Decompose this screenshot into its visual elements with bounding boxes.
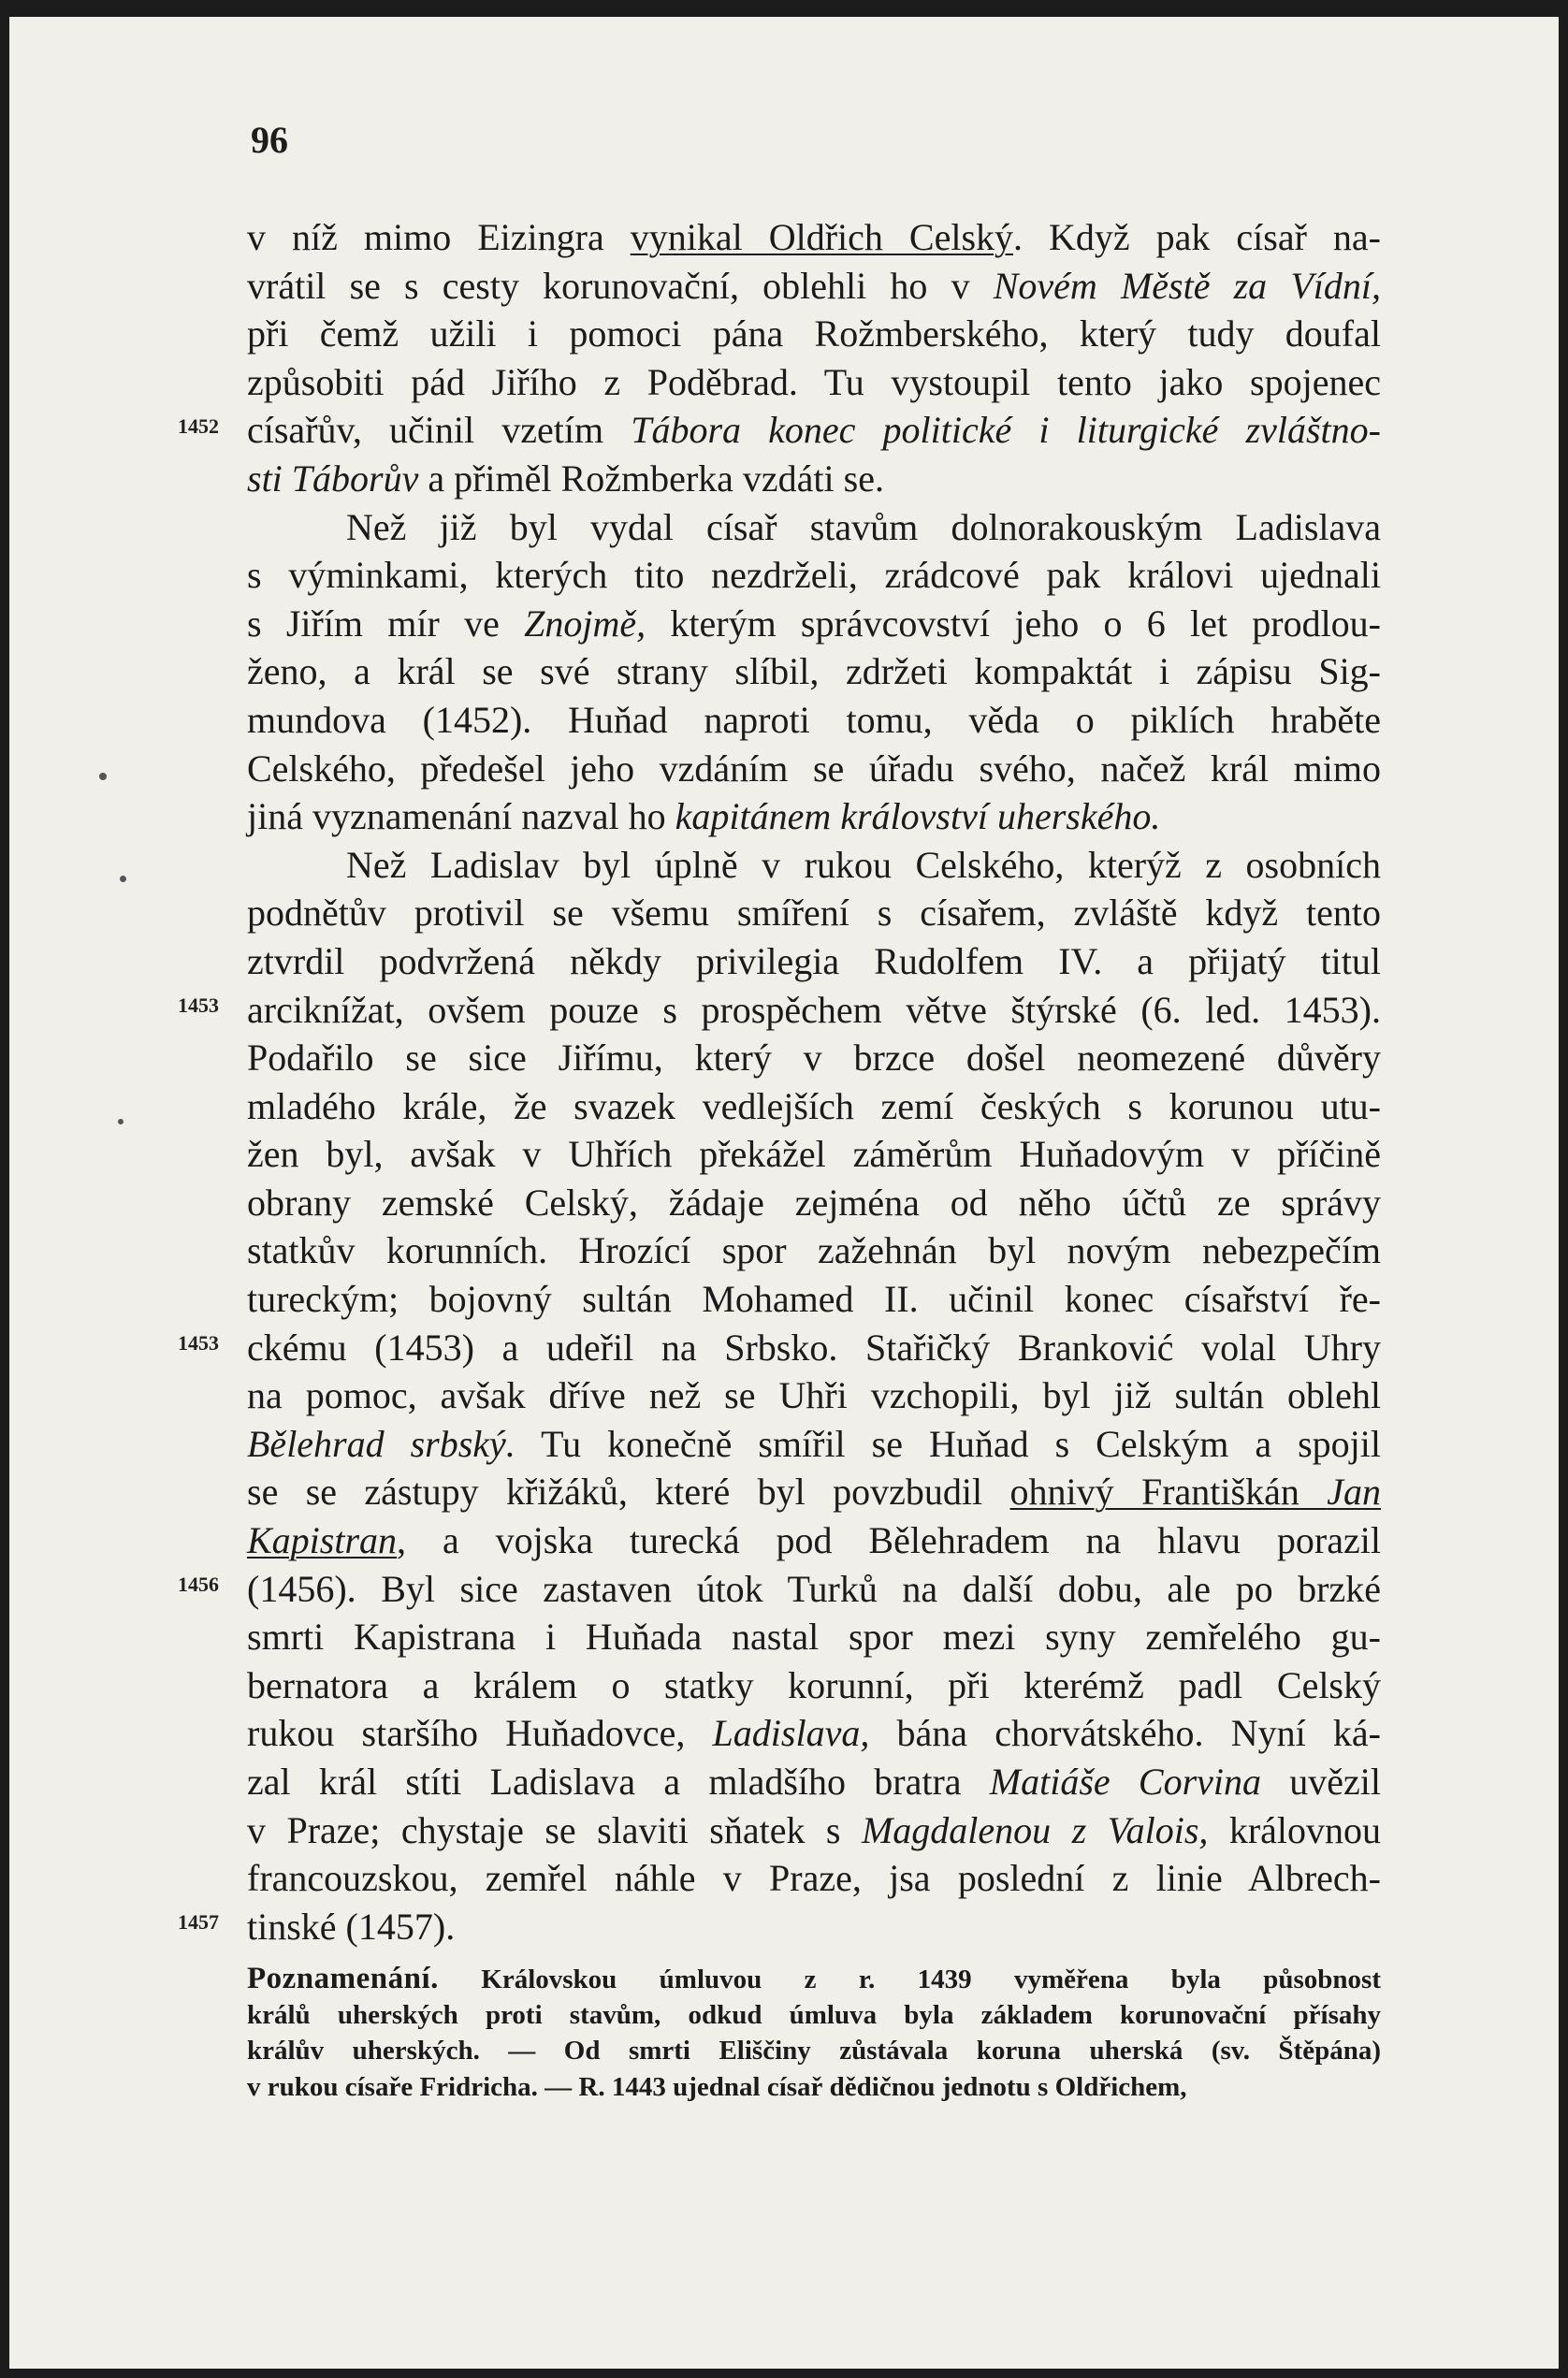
text-line xyxy=(247,1082,1381,1131)
text-line xyxy=(247,1420,1381,1469)
text-run: uvězil xyxy=(1261,1761,1382,1803)
text-line xyxy=(247,1179,1381,1227)
text-line xyxy=(247,1854,1381,1903)
text-run: francouzskou, zemřel náhle v Praze, jsa poslední z linie Albrech- xyxy=(247,1857,1381,1900)
margin-year-1456: 1456 xyxy=(178,1573,219,1596)
margin-year-1453b: 1453 xyxy=(178,1331,219,1355)
text-run: mundova (1452). Huňad naproti tomu, věda o piklích hraběte xyxy=(247,698,1381,741)
text-run: žen byl, avšak v Uhřích překážel záměrům Huňadovým v příčině xyxy=(247,1133,1381,1176)
text-line xyxy=(247,792,1381,841)
text-run: jiná vyznamenání nazval ho xyxy=(247,795,675,838)
text-line xyxy=(247,647,1381,696)
main-text xyxy=(247,213,1381,1950)
footnote xyxy=(247,1961,1381,2105)
margin-year-1453: 1453 xyxy=(178,993,219,1017)
text-run: Jan xyxy=(1327,1471,1381,1514)
text-run: a přiměl Rožmberka vzdáti se. xyxy=(418,457,884,500)
text-run: Kapistran xyxy=(247,1519,398,1562)
text-run: tureckým; bojovný sultán Mohamed II. učinil konec císařství ře- xyxy=(247,1278,1381,1321)
text-line xyxy=(247,262,1381,311)
text-line xyxy=(247,551,1381,600)
text-line xyxy=(247,1034,1381,1082)
text-run: obrany zemské Celský, žádaje zejména od něho účtů ze správy xyxy=(247,1181,1381,1224)
text-run: . Když pak císař na- xyxy=(1013,216,1382,258)
text-run: tinské (1457). xyxy=(247,1905,456,1948)
text-run: na pomoc, avšak dříve než se Uhři vzchopili, byl již sultán oblehl xyxy=(247,1374,1381,1417)
scan-speck xyxy=(120,876,126,882)
text-run: Tu konečně smířil se Huňad s Celským a spojil xyxy=(515,1422,1381,1465)
text-line xyxy=(247,213,1381,262)
text-run: kterým správcovství jeho o 6 let prodlou- xyxy=(646,602,1382,645)
text-run: s Jiřím mír ve xyxy=(247,602,525,645)
text-run: ztvrdil podvržená někdy privilegia Rudolfem IV. a přijatý titul xyxy=(247,939,1381,982)
text-run: císařův, učinil vzetím xyxy=(247,409,632,452)
footnote-line: králů uherských proti stavům, odkud úmluva byla základem korunovační přísahy xyxy=(247,1999,1381,2030)
text-run: v níž mimo Eizingra xyxy=(247,216,631,258)
footnote-line: v rukou císaře Fridricha. — R. 1443 ujednal císař dědičnou jednotu s Oldřichem, xyxy=(247,2071,1187,2102)
text-run: , a vojska turecká pod Bělehradem na hlavu porazil xyxy=(397,1519,1381,1562)
text-run: Bělehrad srbský. xyxy=(247,1422,515,1465)
text-line xyxy=(247,1275,1381,1324)
text-run: Magdalenou z Valois, xyxy=(861,1808,1209,1851)
text-run: smrti Kapistrana i Huňada nastal spor mezi syny zemřelého gu- xyxy=(247,1616,1381,1659)
scan-top-edge xyxy=(0,0,1568,17)
text-line xyxy=(247,1516,1381,1565)
text-line xyxy=(247,937,1381,986)
text-line xyxy=(247,745,1381,793)
text-line xyxy=(247,1565,1381,1614)
scan-speck xyxy=(99,773,107,780)
text-line xyxy=(247,696,1381,745)
text-line xyxy=(247,889,1381,937)
text-run: se se zástupy křižáků, které byl povzbudil xyxy=(247,1471,1010,1514)
text-line xyxy=(247,1806,1381,1855)
text-run: Znojmě, xyxy=(524,602,646,645)
footnote-line: králův uherských. — Od smrti Eliščiny zůstávala koruna uherská (sv. Štěpána) xyxy=(247,2036,1381,2066)
text-line xyxy=(247,406,1381,455)
text-run: Novém Městě za Vídní, xyxy=(993,264,1381,307)
text-run: bána chorvátského. Nyní ká- xyxy=(869,1712,1382,1755)
text-run: arciknížat, ovšem pouze s prospěchem větve štýrské (6. led. 1453). xyxy=(247,988,1381,1031)
text-line xyxy=(247,1324,1381,1372)
text-line xyxy=(247,455,1381,503)
text-line xyxy=(247,310,1381,358)
text-line xyxy=(247,1468,1381,1516)
text-run: (1456). Byl sice zastaven útok Turků na další dobu, ale po brzké xyxy=(247,1567,1381,1610)
text-line xyxy=(247,1130,1381,1179)
text-run: vynikal Oldřich Celský xyxy=(630,216,1014,258)
footnote-text: Královskou úmluvou z r. 1439 vyměřena byla působnost xyxy=(481,1965,1382,1994)
text-run: s výminkami, kterých tito nezdrželi, zrádcové pak královi ujednali xyxy=(247,554,1381,597)
text-run: bernatora a králem o statky korunní, při kterémž padl Celský xyxy=(247,1663,1381,1706)
text-run: Ladislava, xyxy=(712,1712,870,1755)
margin-year-1457: 1457 xyxy=(178,1910,219,1934)
text-run: statkův korunních. Hrozící spor zažehnán byl novým nebezpečím xyxy=(247,1229,1381,1272)
text-run: ženo, a král se své strany slíbil, zdržeti kompaktát i zápisu Sig- xyxy=(247,650,1381,693)
footnote-title: Poznamenání. xyxy=(247,1962,439,1995)
text-line xyxy=(247,1371,1381,1420)
text-line xyxy=(247,1758,1381,1806)
text-line xyxy=(247,841,1381,890)
text-line xyxy=(247,1709,1381,1758)
text-run: mladého krále, že svazek vedlejších zemí českých s korunou utu- xyxy=(247,1084,1381,1127)
text-run: Celského, předešel jeho vzdáním se úřadu svého, načež král mimo xyxy=(247,747,1381,790)
text-run: ohnivý Františkán xyxy=(1009,1471,1328,1514)
text-line xyxy=(247,503,1381,552)
text-line xyxy=(247,1903,1381,1951)
text-line xyxy=(247,600,1381,648)
text-run: kapitánem království uherského. xyxy=(675,795,1161,838)
text-run: ckému (1453) a udeřil na Srbsko. Stařičký Branković volal Uhry xyxy=(247,1326,1381,1369)
text-run: způsobiti pád Jiřího z Poděbrad. Tu vystoupil tento jako spojenec xyxy=(247,360,1381,403)
text-run: při čemž užili i pomoci pána Rožmberského, který tudy doufal xyxy=(247,312,1381,355)
text-run: v Praze; chystaje se slaviti sňatek s xyxy=(247,1808,862,1851)
text-run: zal král stíti Ladislava a mladšího bratra xyxy=(247,1761,990,1803)
text-line xyxy=(247,1613,1381,1661)
text-run: podnětův protivil se všemu smíření s císařem, zvláště když tento xyxy=(247,892,1381,935)
text-line xyxy=(247,358,1381,407)
footnote-line xyxy=(247,1961,1381,1997)
text-run: královnou xyxy=(1208,1808,1382,1851)
text-run: sti Táborův xyxy=(247,457,419,500)
text-line xyxy=(247,1226,1381,1275)
scan-speck xyxy=(118,1119,123,1124)
text-run: Podařilo se sice Jiřímu, který v brzce došel neomezené důvěry xyxy=(247,1037,1381,1080)
text-run: Tábora konec politické i liturgické zvláštno- xyxy=(631,409,1381,452)
text-run: vrátil se s cesty korunovační, oblehli ho v xyxy=(247,264,994,307)
margin-year-1452: 1452 xyxy=(178,414,219,438)
text-run: Než Ladislav byl úplně v rukou Celského, kterýž z osobních xyxy=(346,843,1381,886)
text-run: rukou staršího Huňadovce, xyxy=(247,1712,713,1755)
text-run: Než již byl vydal císař stavům dolnorakouským Ladislava xyxy=(346,505,1381,548)
text-run: Matiáše Corvina xyxy=(989,1761,1262,1803)
page-number: 96 xyxy=(251,119,288,161)
text-line xyxy=(247,1661,1381,1710)
text-line xyxy=(247,986,1381,1035)
